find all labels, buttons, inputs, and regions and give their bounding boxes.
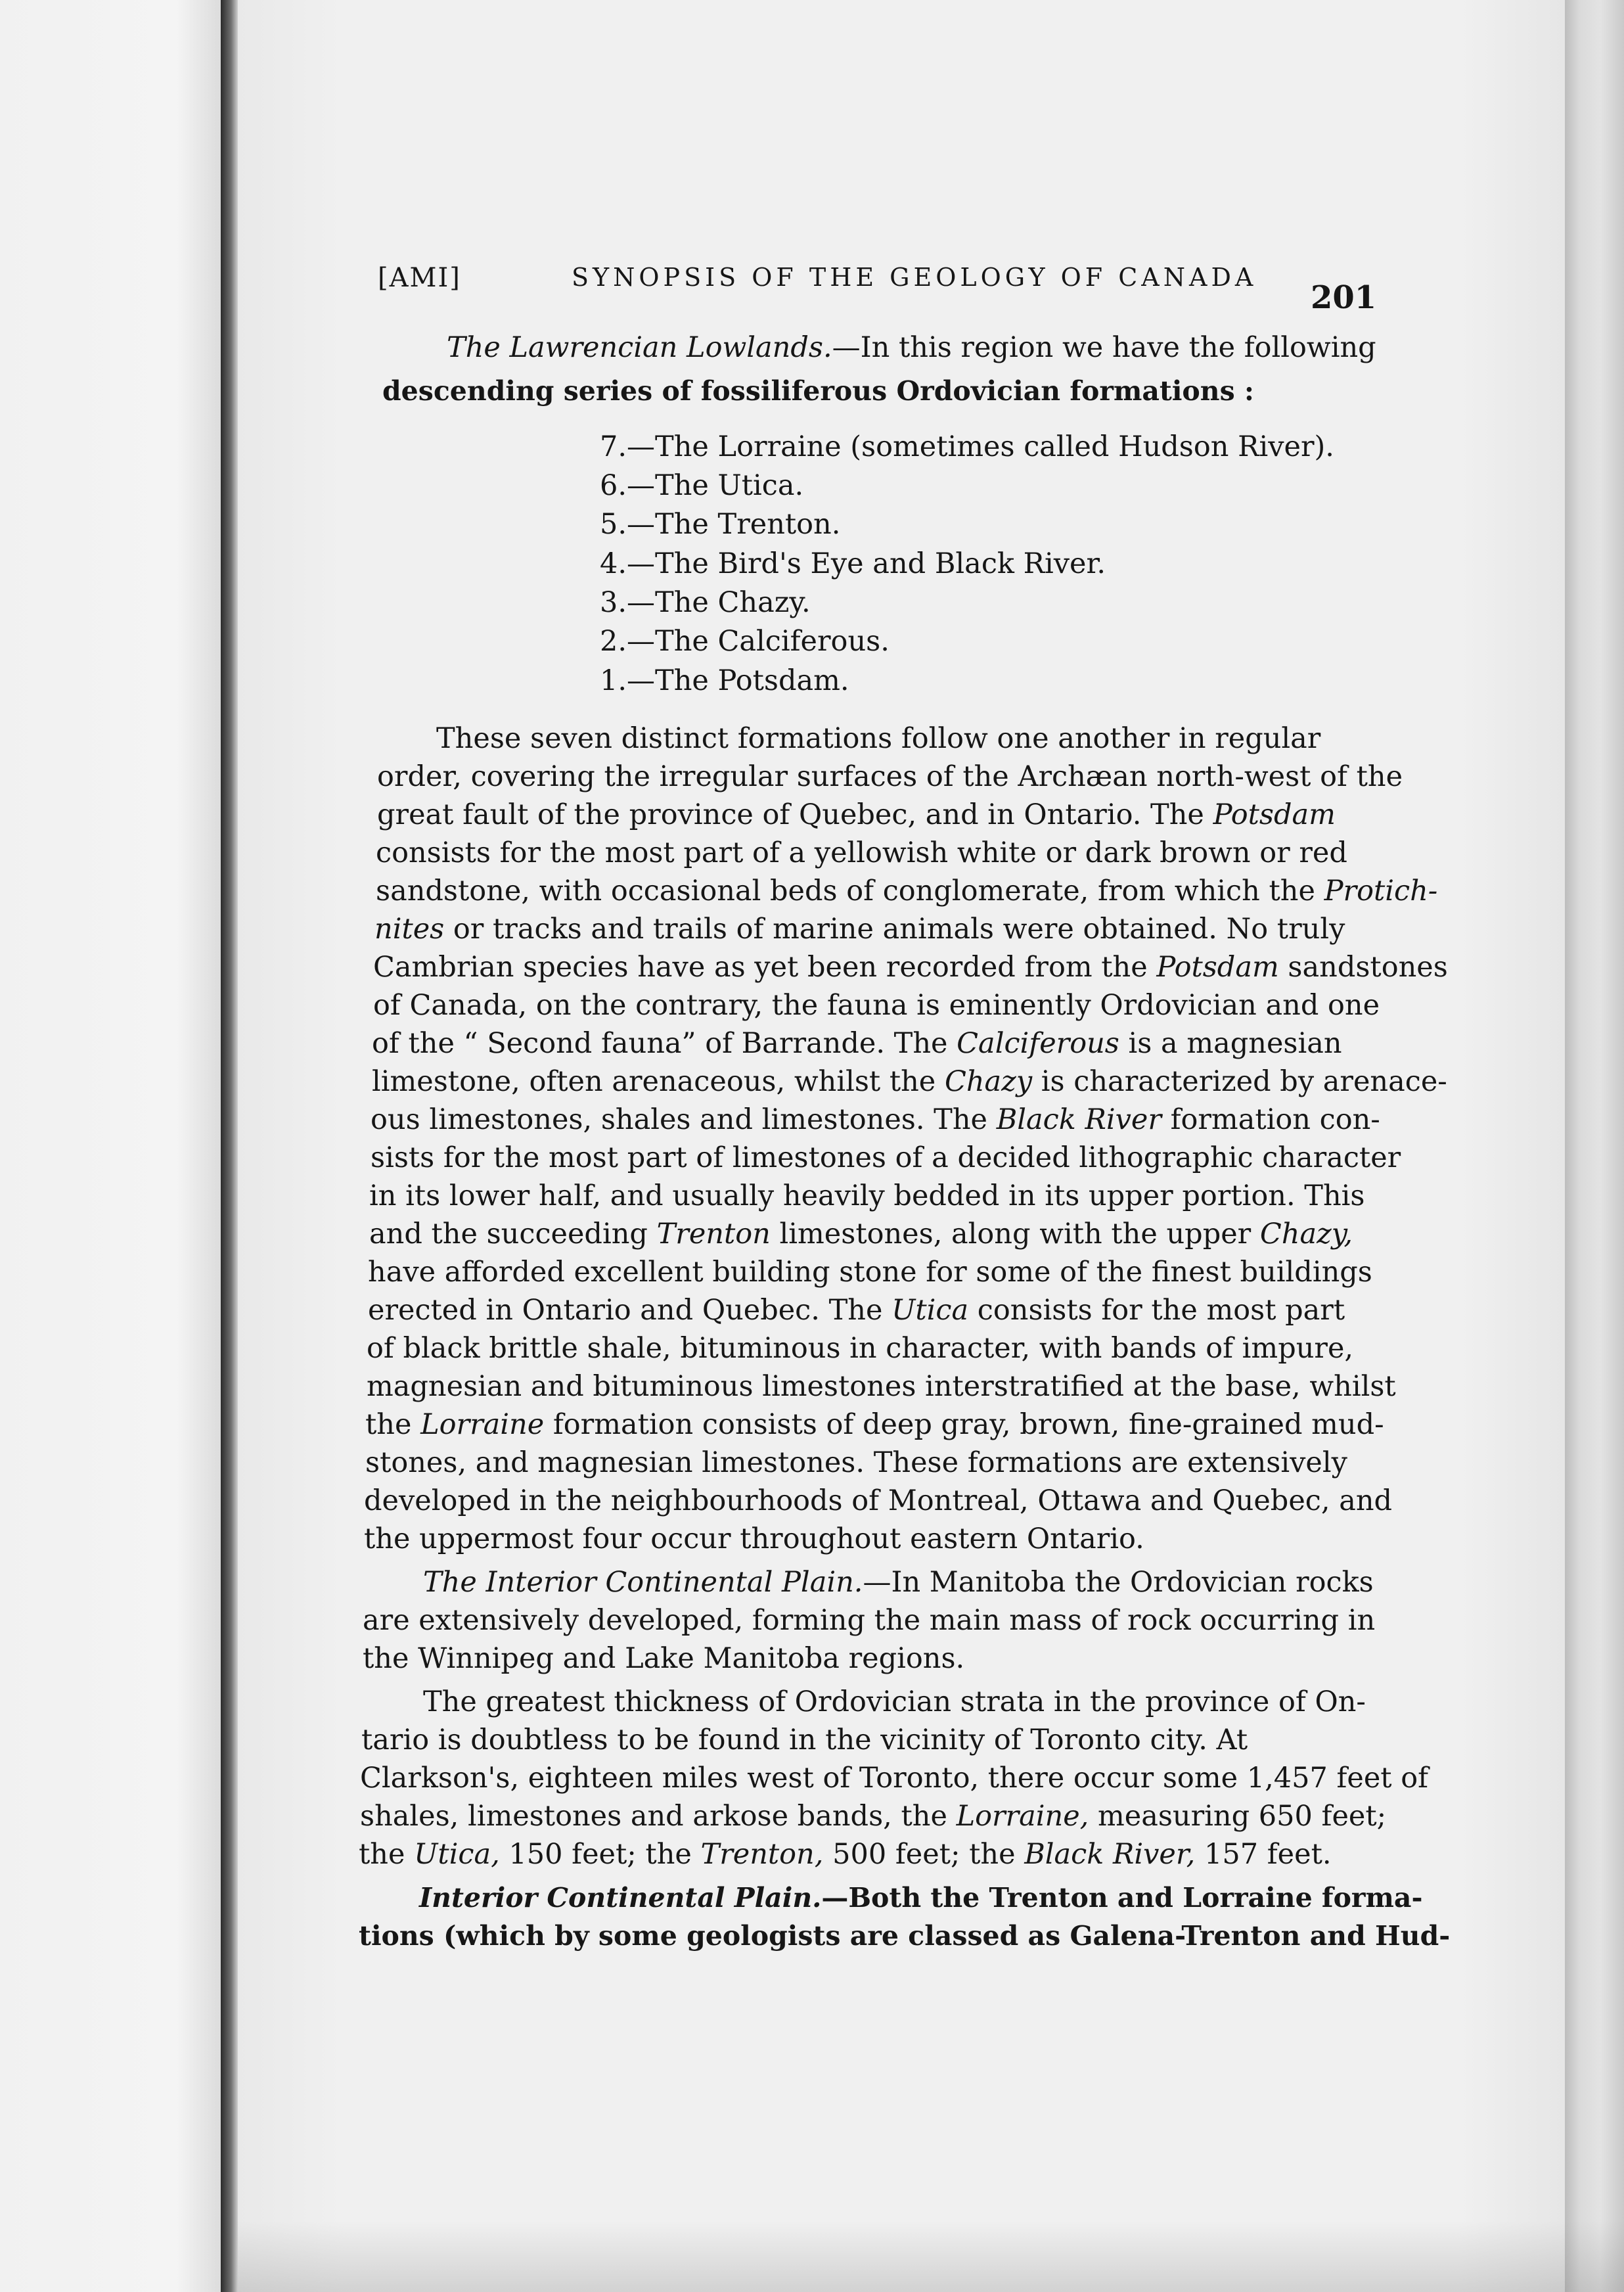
paragraph-line: shales, limestones and arkose bands, the Lorraine, measuring 650 feet; (360, 1800, 1387, 1833)
left-page-text-fragments (0, 0, 221, 2292)
page-number: 201 (1311, 279, 1377, 316)
paragraph-line: stones, and magnesian limestones. These formations are extensively (365, 1446, 1347, 1479)
formation-list-item: 7.—The Lorraine (sometimes called Hudson River). (600, 430, 1334, 463)
paragraph-line: the Winnipeg and Lake Manitoba regions. (363, 1642, 965, 1675)
paragraph-line: Interior Continental Plain.—Both the Trenton and Lorraine forma- (419, 1882, 1423, 1914)
paragraph-line: sandstone, with occasional beds of conglomerate, from which the Protich- (376, 875, 1438, 907)
paragraph-line: sists for the most part of limestones of a decided lithographic character (371, 1141, 1401, 1174)
paragraph-line: the uppermost four occur throughout eastern Ontario. (364, 1523, 1144, 1555)
paragraph-line: are extensively developed, forming the main mass of rock occurring in (363, 1604, 1376, 1637)
intro-line: The Lawrencian Lowlands.—In this region we have the following (447, 331, 1376, 364)
page-bottom-shadow (238, 2221, 1624, 2292)
paragraph-line: limestone, often arenaceous, whilst the Chazy is characterized by arenace- (372, 1065, 1447, 1098)
running-title: SYNOPSIS OF THE GEOLOGY OF CANADA (572, 263, 1257, 292)
paragraph-line: great fault of the province of Quebec, and in Ontario. The Potsdam (377, 798, 1336, 831)
paragraph-line: tario is doubtless to be found in the vicinity of Toronto city. At (361, 1724, 1248, 1756)
paragraph-line: of the “ Second fauna” of Barrande. The Calciferous is a magnesian (372, 1027, 1342, 1060)
paragraph-line: of Canada, on the contrary, the fauna is eminently Ordovician and one (373, 989, 1380, 1022)
paragraph-line: erected in Ontario and Quebec. The Utica consists for the most part (368, 1294, 1345, 1327)
paragraph-line: developed in the neighbourhoods of Montreal, Ottawa and Quebec, and (364, 1484, 1393, 1517)
formation-list-item: 3.—The Chazy. (600, 586, 811, 619)
formation-list-item: 1.—The Potsdam. (600, 664, 849, 697)
paragraph-line: have afforded excellent building stone for some of the finest buildings (368, 1256, 1372, 1289)
paragraph-line: consists for the most part of a yellowish white or dark brown or red (376, 837, 1347, 869)
intro-line: descending series of fossiliferous Ordovician formations : (382, 375, 1255, 407)
page-edge (1565, 0, 1624, 2292)
paragraph-line: The Interior Continental Plain.—In Manitoba the Ordovician rocks (423, 1566, 1374, 1599)
paragraph-line: Clarkson's, eighteen miles west of Toronto, there occur some 1,457 feet of (360, 1762, 1429, 1795)
formation-list-item: 5.—The Trenton. (600, 508, 841, 541)
author-tag: [AMI] (378, 263, 461, 293)
paragraph-line: order, covering the irregular surfaces of the Archæan north-west of the (377, 760, 1403, 793)
formation-list-item: 4.—The Bird's Eye and Black River. (600, 547, 1106, 580)
paragraph-line: Cambrian species have as yet been recorded from the Potsdam sandstones (373, 951, 1448, 984)
paragraph-line: These seven distinct formations follow one another in regular (436, 722, 1321, 755)
paragraph-line: magnesian and bituminous limestones interstratified at the base, whilst (367, 1370, 1396, 1403)
paragraph-line: the Lorraine formation consists of deep gray, brown, fine-grained mud- (365, 1408, 1384, 1441)
paragraph-line: nites or tracks and trails of marine animals were obtained. No truly (374, 913, 1345, 946)
formation-list-item: 6.—The Utica. (600, 469, 804, 502)
paragraph-line: ous limestones, shales and limestones. The Black River formation con- (371, 1103, 1380, 1136)
paragraph-line: tions (which by some geologists are classed as Galena-Trenton and Hud- (359, 1920, 1451, 1952)
paragraph-line: of black brittle shale, bituminous in character, with bands of impure, (367, 1332, 1354, 1365)
paragraph-line: The greatest thickness of Ordovician strata in the province of On- (423, 1685, 1366, 1718)
formation-list-item: 2.—The Calciferous. (600, 625, 890, 658)
book-gutter (221, 0, 238, 2292)
paragraph-line: in its lower half, and usually heavily bedded in its upper portion. This (369, 1180, 1365, 1212)
paragraph-line: and the succeeding Trenton limestones, along with the upper Chazy, (369, 1218, 1353, 1250)
paragraph-line: the Utica, 150 feet; the Trenton, 500 feet; the Black River, 157 feet. (359, 1838, 1332, 1871)
